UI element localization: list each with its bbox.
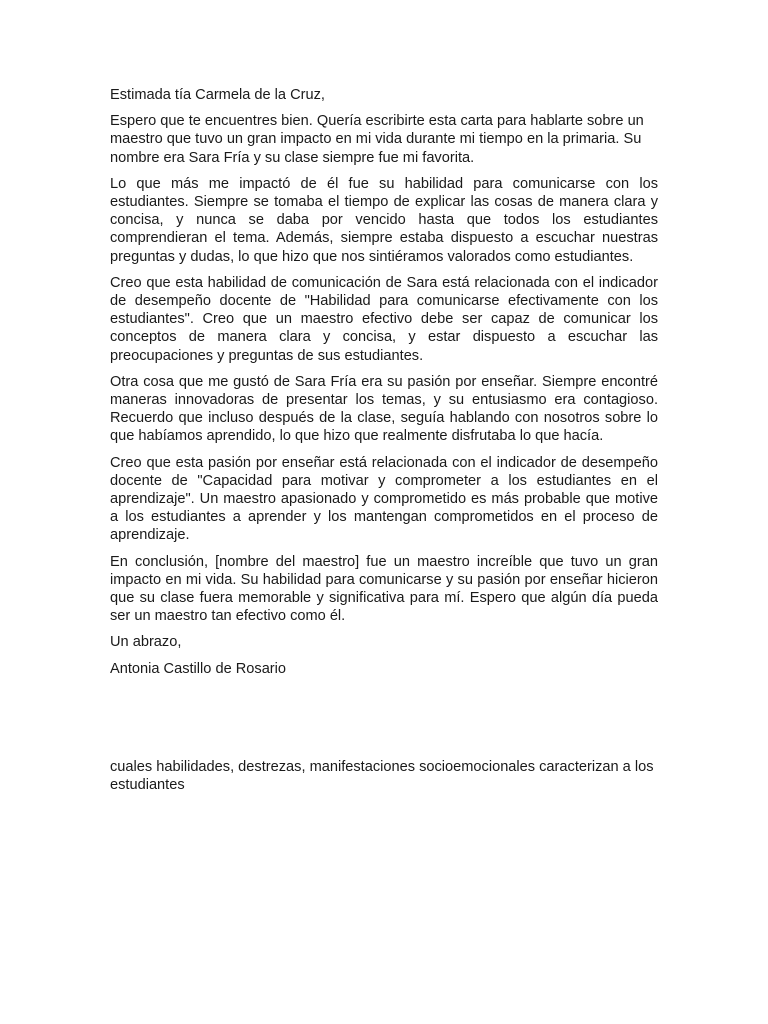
letter-closing: Un abrazo, [110, 634, 182, 651]
letter-paragraph-4: Otra cosa que me gustó de Sara Fría era su pasión por enseñar. Siempre encontré maneras innovadoras de presentar los temas, y su entusiasmo era contagioso. Recuerdo que incluso después de la clase, seguía hablando con nosotros sobre lo que habíamos aprendido, lo que hizo que realmente disfrutaba lo que hacía. [110, 373, 658, 445]
letter-paragraph-6: En conclusión, [nombre del maestro] fue un maestro increíble que tuvo un gran impacto en mi vida. Su habilidad para comunicarse y su pasión por enseñar hicieron que su clase fuera memorable y significativa para mí. Espero que algún día pueda ser un maestro tan efectivo como él. [110, 553, 658, 625]
letter-body [110, 86, 658, 686]
letter-salutation: Estimada tía Carmela de la Cruz, [110, 87, 325, 103]
letter-paragraph-5: Creo que esta pasión por enseñar está relacionada con el indicador de desempeño docente de "Capacidad para motivar y comprometer a los estudiantes en el aprendizaje". Un maestro apasionado y comprometido es más probable que motive a los estudiantes a aprender y los mantengan comprometidos en el proceso de aprendizaje. [110, 454, 658, 544]
letter-paragraph-3: Creo que esta habilidad de comunicación de Sara está relacionada con el indicador de desempeño docente de "Habilidad para comunicarse efectivamente con los estudiantes". Creo que un maestro efectivo debe ser capaz de comunicar los conceptos de manera clara y concisa, y estar dispuesto a escuchar las preocupaciones y preguntas de sus estudiantes. [110, 274, 658, 364]
letter-paragraph-2: Lo que más me impactó de él fue su habilidad para comunicarse con los estudiantes. Siempre se tomaba el tiempo de explicar las cosas de manera clara y concisa, y nunca se daba por vencido hasta que todos los estudiantes comprendieran el tema. Además, siempre estaba dispuesto a escuchar nuestras preguntas y dudas, lo que hizo que nos sintiéramos valorados como estudiantes. [110, 175, 658, 265]
question-note: cuales habilidades, destrezas, manifestaciones socioemocionales caracterizan a los estudiantes [110, 759, 654, 794]
letter-paragraph-1: Espero que te encuentres bien. Quería escribirte esta carta para hablarte sobre un maestro que tuvo un gran impacto en mi vida durante mi tiempo en la primaria. Su nombre era Sara Fría y su clase siempre fue mi favorita. [110, 113, 644, 166]
letter-signature: Antonia Castillo de Rosario [110, 660, 287, 677]
